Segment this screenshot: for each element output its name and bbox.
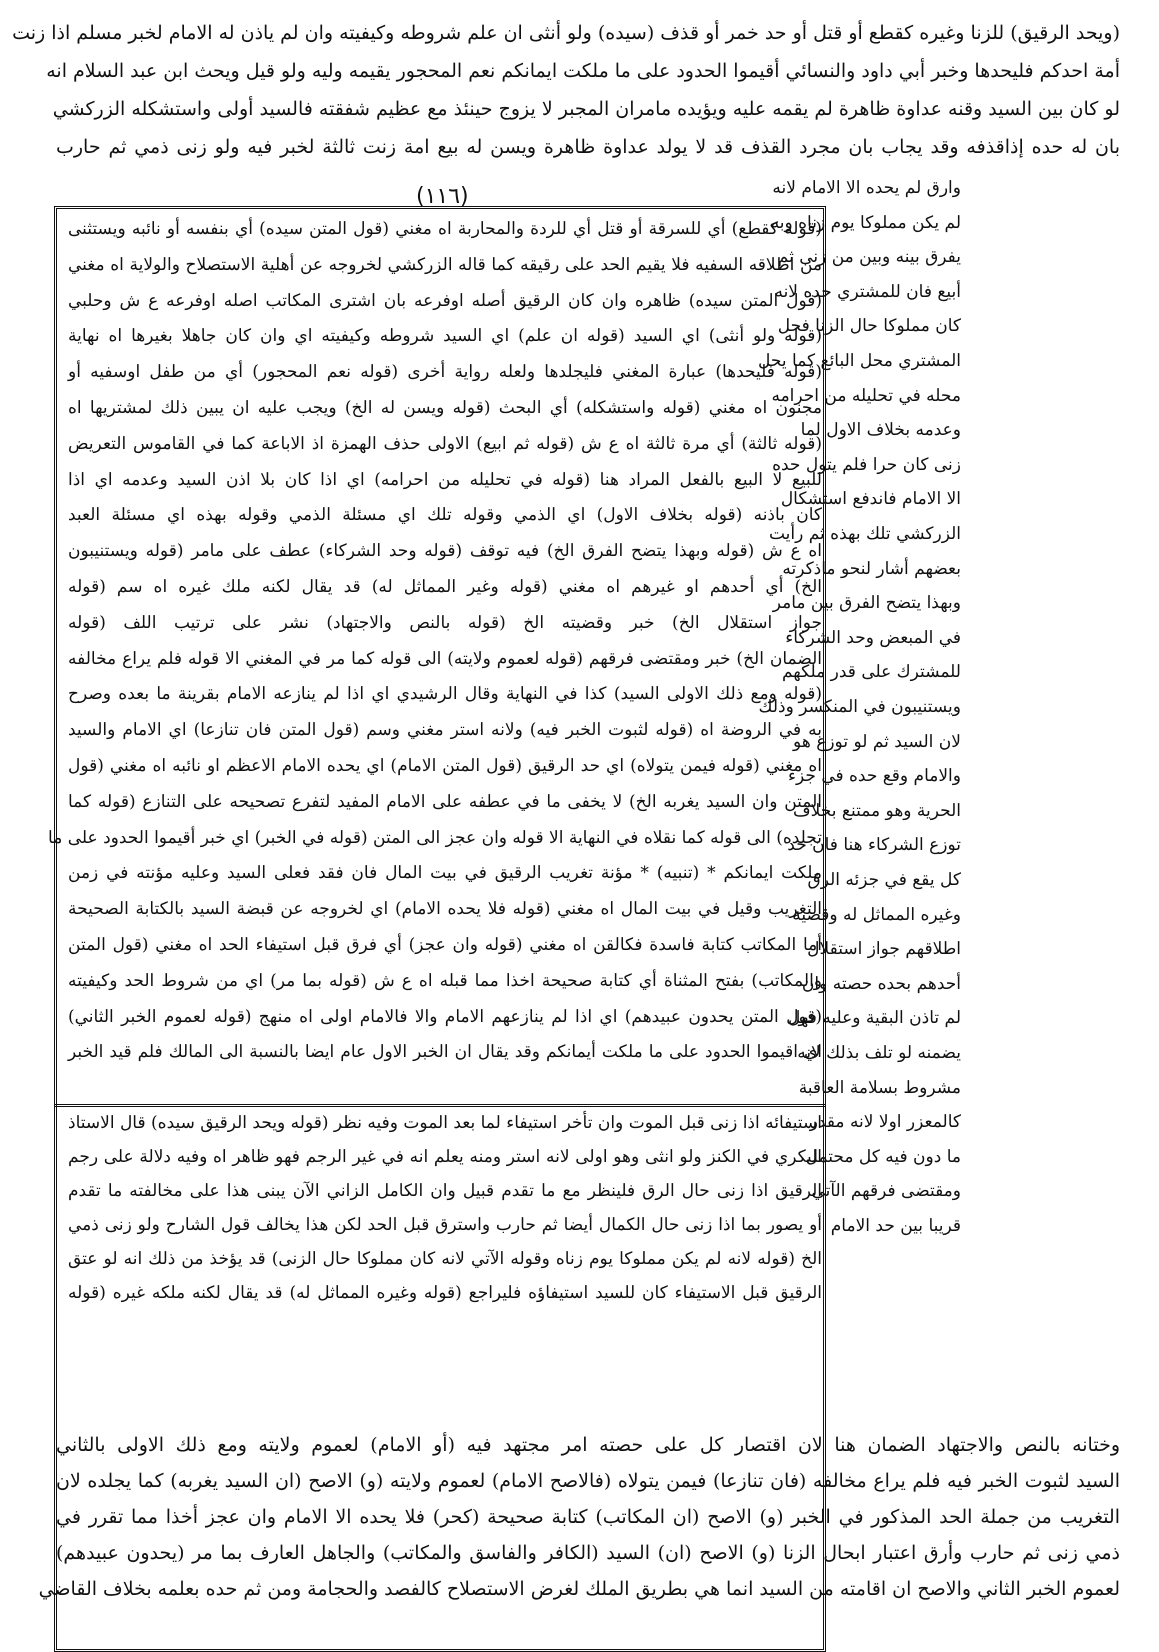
text-line: وارق لم يحده الا الامام لانه (772, 178, 961, 198)
text-line: الرقيق اذا زنى حال الرق فلينظر مع ما تقدم قبيل وان الكامل الزاني الآن يبنى هذا على مخالفته ما تقدم (68, 1181, 822, 1201)
text-line: ملكت ايمانكم * (تنبيه) * مؤنة تغريب الرقيق في بيت المال فان فقد فعلى السيد وعليه مؤنته في زمن (68, 863, 822, 884)
text-line: (قوله كقطع) أي للسرقة أو قتل أي للردة والمحاربة اه مغني (قول المتن سيده) أي بنفسه أو نائبه ويستثنى (68, 219, 822, 239)
text-line: الحرية وهو ممتنع بخلاف (793, 800, 961, 821)
text-line: كالمعزر اولا لانه مقدر (809, 1112, 961, 1133)
text-line: به في الروضة اه (قوله لثبوت الخبر فيه) ولانه استر مغني وسم (قول المتن فان تنازعا) اي الامام والسيد (68, 720, 822, 741)
text-line: للمشترك على قدر ملكهم (781, 662, 961, 683)
text-line: أو يصور بما اذا زنى حال الكمال أيضا ثم حارب واسترق قبل الحد لكن هذا يخالف قول الشارح ولو زنى ذمي (68, 1215, 822, 1235)
text-line: التغريب من جملة الحد المذكور في الخبر (و) الاصح (ان المكاتب) كتابة صحيحة (كحر) فلا يحده الا الامام وان عجز أخذا مما تقرر في (56, 1506, 1120, 1528)
text-line: ومقتضى فرقهم الآتي (811, 1181, 961, 1202)
text-line: تجلده) الى قوله كما نقلاه في النهاية الا قوله وان عجز الى المتن (قوله في الخبر) اي خبر أقيموا الحدود على ما (48, 827, 822, 848)
text-line: ويستنيبون في المنكسر وذلك (758, 697, 961, 717)
text-line: مشروط بسلامة العاقبة (798, 1077, 961, 1098)
text-line: لعموم الخبر الثاني والاصح ان اقامته من السيد انما هي بطريق الملك لغرض الاستصلاح كالفصد والحجامة ومن ثم حده بعلمه بخلاف القاضي (38, 1578, 1120, 1600)
text-line: أبيع فان للمشتري حده لانه (774, 281, 961, 302)
text-line: كان مملوكا حال الزنا فحل (777, 316, 961, 337)
text-line: زنى كان حرا فلم يتول حده (772, 454, 961, 475)
text-line: ذمي زنى ثم حارب وأرق اعتبار ابحال الزنا (و) الاصح (ان) السيد (الكافر والفاسق والمكاتب) والجاهل العارف بما مر (يحدون عبيدهم) (56, 1542, 1120, 1564)
text-line: جواز استقلال الخ) خبر وقضيته الخ (قوله بالنص والاجتهاد) نشر على ترتيب اللف (قوله (68, 612, 822, 633)
text-line: يفرق بينه وبين من زنى ثم (777, 247, 961, 268)
text-line: وختانه بالنص والاجتهاد الضمان هنا لان اقتصار كل على حصته امر مجتهد فيه (أو الامام) لعموم ولايته ومع ذلك الاولى بالثاني (56, 1434, 1120, 1456)
text-line: اه ع ش (قوله وبهذا يتضح الفرق الخ) فيه توقف (قوله وحد الشركاء) عطف على مامر (قوله ويستنيبون (68, 541, 822, 562)
text-line: البكري في الكنز ولو انثى وهو اولى لانه استر ومنه يعلم انه في غير الرجم فهو ظاهر اه وفيه دلالة على رجم (68, 1147, 822, 1167)
text-line: (قوله ولو أنثى) اي السيد (قوله ان علم) اي السيد شروطه وكيفيته اي وان كان جاهلا بغيرها اه نهاية (68, 326, 822, 347)
text-line: من اطلاقه السفيه فلا يقيم الحد على رقيقه كما قاله الزركشي لخروجه عن أهلية الاستصلاح والولاية اه مغني (68, 254, 822, 275)
text-line: ما دون فيه كل محتمل (805, 1146, 961, 1167)
text-line: محله في تحليله من احرامه (771, 385, 961, 406)
text-line: وعدمه بخلاف الاول لما (800, 420, 961, 441)
text-line: الزركشي تلك بهذه ثم رأيت (768, 524, 961, 544)
text-line: قريبا بين حد الامام (830, 1216, 961, 1236)
text-line: وبهذا يتضح الفرق بين مامر (772, 593, 961, 614)
text-line: المشتري محل البائع كما يحل (758, 351, 961, 371)
text-line: اه مغني (قوله فيمن يتولاه) اي حد الرقيق (قول المتن الامام) اي يحده الامام الاعظم او نائبه اه مغني (قول (68, 756, 822, 776)
text-line: لو كان بين السيد وقنه عداوة ظاهرة لم يقمه عليه ويؤيده مامران المجبر لا يزوج حينئذ مع عظيم شفقته فالسيد أولى واستشكله الزركشي (52, 98, 1120, 120)
text-line: (قوله ثالثة) أي مرة ثالثة اه ع ش (قوله ثم ابيع) الاولى حذف الهمزة اذ الاباعة كما في القاموس التعريض (68, 433, 822, 454)
text-line: يضمنه لو تلف بذلك لانه (797, 1043, 961, 1063)
text-line: السيد لثبوت الخبر فيه فلم يراع مخالفه (فان تنازعا) فيمن يتولاه (فالاصح الامام) لعموم ولايته (و) الاصح (ان السيد يغربه) كما يجلده لان (56, 1470, 1120, 1492)
text-line: توزع الشركاء هنا فان حد (787, 835, 961, 856)
text-line: (ويحد الرقيق) للزنا وغيره كقطع أو قتل أو حد خمر أو قذف (سيده) ولو أنثى ان علم شروطه وكيفيته وان لم ياذن له الامام لخبر مسلم اذا زنت (12, 22, 1120, 44)
text-line: أحدهم بحده حصته وان (801, 973, 961, 994)
text-line: بان له حده إذاقذفه وقد يجاب بان مجرد القذف قد لا يولد عداوة ظاهرة ويسن له بيع امة زنت ثالثة لخبر فيه ولو زنى ذمي ثم حارب (56, 136, 1120, 158)
text-line: الخ (قوله لانه لم يكن مملوكا يوم زناه وقوله الآتي لانه كان مملوكا حال الزنى) قد يؤخذ من ذلك انه لو عتق (68, 1249, 822, 1269)
text-line: والمكاتب) بفتح المثناة أي كتابة صحيحة اخذا مما قبله اه ع ش (قوله بما مر) اي من شروط الحد وكيفيته (68, 970, 822, 991)
text-line: (قوله ومع ذلك الاولى السيد) كذا في النهاية وقال الرشيدي اي اذا لم ينازعه الامام بقرينة ما بعده وصرح (68, 684, 822, 705)
text-line: كل يقع في جزئه الرق (807, 870, 961, 890)
text-line: اي اقيموا الحدود على ما ملكت أيمانكم وقد يقال ان الخبر الاول عام ايضا بالنسبة الى المالك فلم قيد الخبر (68, 1042, 822, 1063)
text-line: (قول المتن يحدون عبيدهم) اي اذا لم ينازعهم الامام والا فالامام اولى اه منهج (قوله لعموم الخبر الثاني) (68, 1006, 822, 1027)
text-line: في المبعض وحد الشركاء (785, 627, 961, 648)
text-line: اطلاقهم جواز استقلال (807, 939, 961, 960)
text-line: بعضهم أشار لنحو ماذكرته (782, 558, 961, 579)
text-line: الضمان الخ) خبر ومقتضى فرقهم (قوله لعموم ولايته) الى قوله كما مر في المغني الا قوله فلم يراع مخالفه (68, 648, 822, 669)
page-number: (١١٦) (412, 184, 473, 209)
text-line: التغريب وقيل في بيت المال اه مغني (قوله فلا يحده الامام) اي لخروجه عن قبضة السيد بالكتابة الصحيحة (68, 899, 822, 920)
text-line: لم تاذن البقية وعليه فهل (787, 1008, 961, 1029)
text-line: (قوله فليحدها) عبارة المغني فليجلدها ولعله رواية أخرى (قوله نعم المحجور) أي من طفل اوسفيه أو (68, 362, 822, 383)
text-line: والامام وقع حده في جزء (788, 766, 961, 787)
text-line: (قول المتن سيده) ظاهره وان كان الرقيق أصله اوفرعه بان اشترى المكاتب اصله اوفرعه ع ش وحلبي (68, 290, 822, 311)
text-line: الا الامام فاندفع استشكال (780, 489, 961, 510)
text-line: لان السيد ثم لو توزع هو (793, 731, 961, 752)
text-line: المتن وان السيد يغربه الخ) لا يخفى ما في عطفه على الامام المفيد لتفرع تصحيحه على التنازع (قوله كما (68, 791, 822, 812)
text-line: أمة احدكم فليحدها وخبر أبي داود والنسائي أقيموا الحدود على ما ملكت ايمانكم نعم المحجور يقيمه وليه ولو قيل ويحث ابن عبد السلام انه (46, 60, 1120, 82)
text-line: استيفائه اذا زنى قبل الموت وان تأخر استيفاء لما بعد الموت وفيه نظر (قوله ويحد الرقيق سيده) قال الاستاذ (68, 1113, 822, 1133)
text-line: لم يكن مملوكا يوم زناه وبه (770, 212, 961, 233)
text-line: وغيره المماثل له وقضية (792, 904, 961, 925)
text-line: كان باذنه (قوله بخلاف الاول) اي الذمي وقوله تلك اي مسئلة الذمي وقوله بهذه اي مسئلة العبد (68, 505, 822, 526)
text-line: للبيع لا البيع بالفعل المراد هنا (قوله في تحليله من احرامه) اي اذا كان بلا اذن السيد وعدمه اي اذا (68, 469, 822, 490)
text-line: الرقيق قبل الاستيفاء كان للسيد استيفاؤه فليراجع (قوله وغيره المماثل له) قد يقال لكنه ملكه غيره (قوله (68, 1283, 822, 1303)
text-line: أما المكاتب كتابة فاسدة فكالقن اه مغني (قوله وان عجز) أي فرق قبل استيفاء الحد اه مغني (قول المتن (68, 935, 822, 955)
text-line: مجنون اه مغني (قوله واستشكله) أي البحث (قوله ويسن له الخ) ويجب عليه ان يبين ذلك لمشتريها اه (68, 398, 822, 418)
text-line: الخ) أي أحدهم او غيرهم اه مغني (قوله وغير المماثل له) قد يقال لكنه ملك غيره اه سم (قوله (68, 577, 822, 597)
